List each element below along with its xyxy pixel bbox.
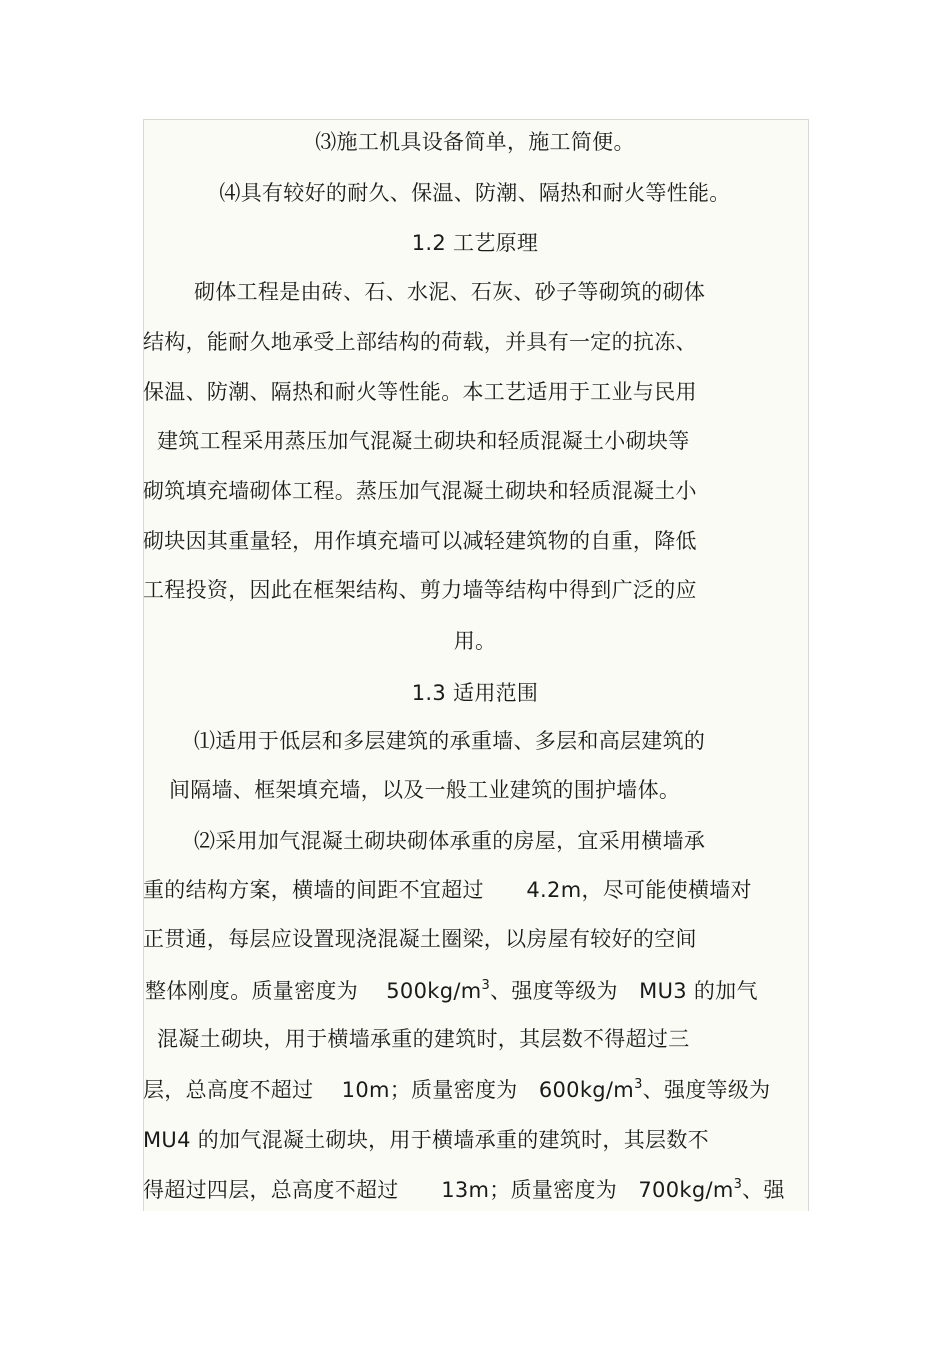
text-line: 用。 [453, 629, 497, 653]
text-line: 得超过四层，总高度不超过 13m；质量密度为 $700kg/m^3$、强 [143, 1177, 785, 1202]
text-line: 层，总高度不超过 10m；质量密度为 $600kg/m^3$、强度等级为 [143, 1077, 771, 1102]
section-heading: 1.2 工艺原理 [411, 231, 539, 255]
text-line: ⑵采用加气混凝土砌块砌体承重的房屋，宜采用横墙承 [194, 829, 706, 853]
text-line: MU4 的加气混凝土砌块，用于横墙承重的建筑时，其层数不 [143, 1128, 709, 1152]
text-line: ⑶施工机具设备简单，施工简便。 [315, 130, 635, 154]
text-line: ⑷具有较好的耐久、保温、防潮、隔热和耐火等性能。 [219, 181, 731, 205]
text-line: ⑴适用于低层和多层建筑的承重墙、多层和高层建筑的 [194, 729, 706, 753]
text-line: 重的结构方案，横墙的间距不宜超过 4.2m，尽可能使横墙对 [143, 878, 752, 902]
text-line: 建筑工程采用蒸压加气混凝土砌块和轻质混凝土小砌块等 [157, 429, 690, 453]
text-line: 整体刚度。质量密度为 $500kg/m^3$、强度等级为 MU3 的加气 [145, 978, 758, 1003]
text-line: 保温、防潮、隔热和耐火等性能。本工艺适用于工业与民用 [143, 380, 697, 404]
text-line: 混凝土砌块，用于横墙承重的建筑时，其层数不得超过三 [157, 1027, 690, 1051]
text-line: 正贯通，每层应设置现浇混凝土圈梁，以房屋有较好的空间 [143, 927, 697, 951]
text-line: 间隔墙、框架填充墙，以及一般工业建筑的围护墙体。 [169, 778, 681, 802]
text-line: 砌体工程是由砖、石、水泥、石灰、砂子等砌筑的砌体 [194, 280, 706, 304]
text-line: 工程投资，因此在框架结构、剪力墙等结构中得到广泛的应 [143, 578, 697, 602]
section-heading: 1.3 适用范围 [411, 681, 539, 705]
text-line: 砌筑填充墙砌体工程。蒸压加气混凝土砌块和轻质混凝土小 [143, 479, 697, 503]
text-line: 砌块因其重量轻，用作填充墙可以减轻建筑物的自重，降低 [143, 529, 697, 553]
text-line: 结构，能耐久地承受上部结构的荷载，并具有一定的抗冻、 [143, 330, 697, 354]
